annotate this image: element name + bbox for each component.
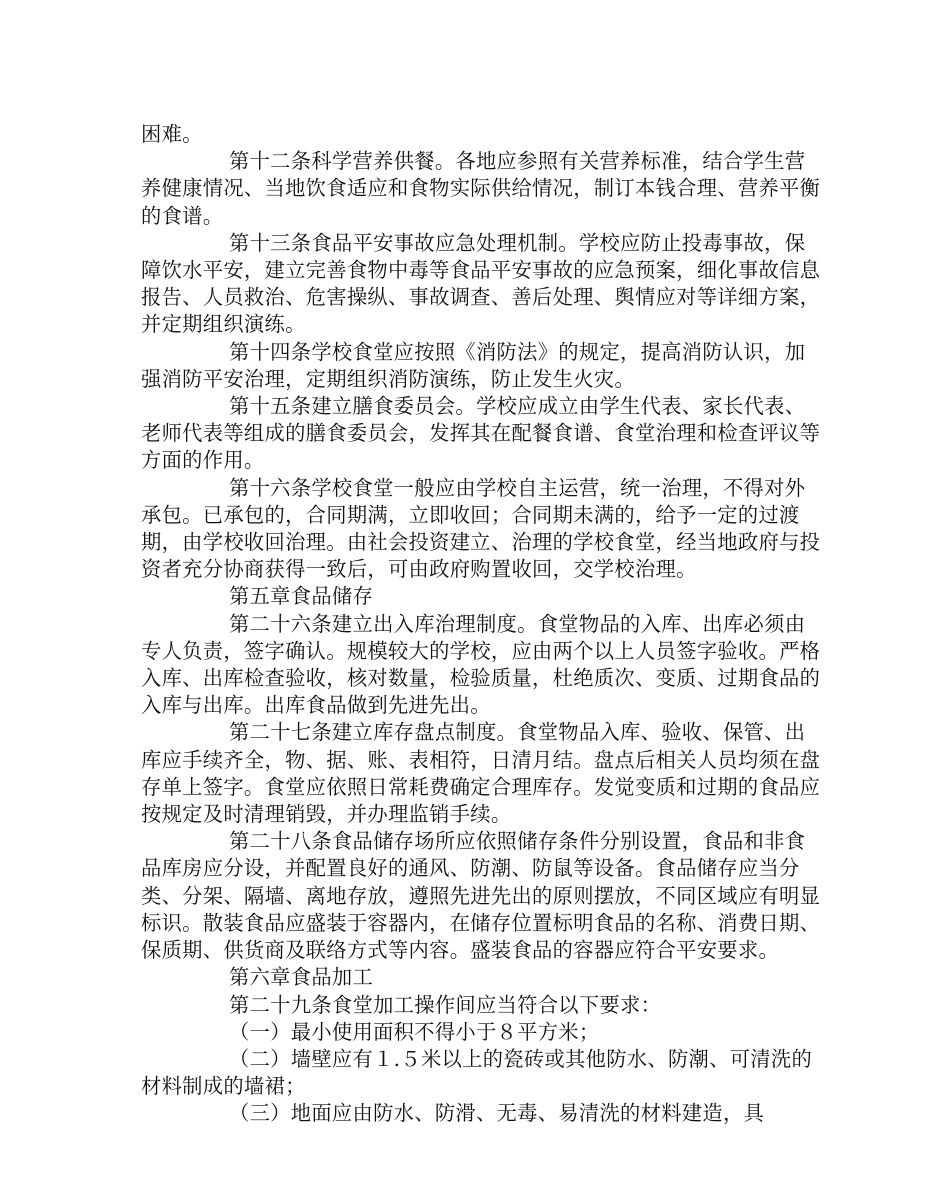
- list-item-1: （一）最小使用面积不得小于８平方米；: [229, 1019, 600, 1044]
- chapter-6-heading: 第六章食品加工: [229, 965, 374, 990]
- article-13-paragraph: 第十三条食品平安事故应急处理机制。学校应防止投毒事故，保障饮水平安，建立完善食物中毒等食品平安事故的应急预案，细化事故信息报告、人员救治、危害操纵、事故调查、善后处理、舆情应对等详细方案，并定期组织演练。: [141, 230, 821, 337]
- paragraph-continuation: 困难。: [141, 122, 203, 146]
- article-12-paragraph: 第十二条科学营养供餐。各地应参照有关营养标准，结合学生营养健康情况、当地饮食适应和食物实际供给情况，制订本钱合理、营养平衡的食谱。: [141, 149, 821, 228]
- article-29-paragraph: 第二十九条食堂加工操作间应当符合以下要求：: [229, 992, 662, 1017]
- article-27-paragraph: 第二十七条建立库存盘点制度。食堂物品入库、验收、保管、出库应手续齐全，物、据、账、表相符，日清月结。盘点后相关人员均须在盘存单上签字。食堂应依照日常耗费确定合理库存。发觉变质和过期的食品应按规定及时清理销毁，并办理监销手续。: [141, 720, 821, 827]
- article-26-paragraph: 第二十六条建立出入库治理制度。食堂物品的入库、出库必须由专人负责，签字确认。规模较大的学校，应由两个以上人员签字验收。严格入库、出库检查验收，核对数量，检验质量，杜绝质次、变质、过期食品的入库与出库。出库食品做到先进先出。: [141, 611, 821, 718]
- article-14-paragraph: 第十四条学校食堂应按照《消防法》的规定，提高消防认识，加强消防平安治理，定期组织消防演练，防止发生火灾。: [141, 339, 806, 391]
- chapter-5-heading: 第五章食品储存: [229, 584, 374, 609]
- document-body: [141, 121, 821, 1128]
- list-item-2: （二）墙壁应有１.５米以上的瓷砖或其他防水、防潮、可清洗的材料制成的墙裙；: [141, 1046, 813, 1099]
- list-item-3: （三）地面应由防水、防滑、无毒、易清洗的材料建造，具: [229, 1101, 765, 1126]
- article-16-paragraph: 第十六条学校食堂一般应由学校自主运营，统一治理，不得对外承包。已承包的，合同期满，立即收回；合同期未满的，给予一定的过渡期，由学校收回治理。由社会投资建立、治理的学校食堂，经当地政府与投资者充分协商获得一致后，可由政府购置收回，交学校治理。: [141, 475, 821, 582]
- article-28-paragraph: 第二十八条食品储存场所应依照储存条件分别设置，食品和非食品库房应分设，并配置良好的通风、防潮、防鼠等设备。食品储存应当分类、分架、隔墙、离地存放，遵照先进先出的原则摆放，不同区域应有明显标识。散装食品应盛装于容器内，在储存位置标明食品的名称、消费日期、保质期、供货商及联络方式等内容。盛装食品的容器应符合平安要求。: [141, 829, 821, 963]
- article-15-paragraph: 第十五条建立膳食委员会。学校应成立由学生代表、家长代表、老师代表等组成的膳食委员会，发挥其在配餐食谱、食堂治理和检查评议等方面的作用。: [141, 394, 821, 473]
